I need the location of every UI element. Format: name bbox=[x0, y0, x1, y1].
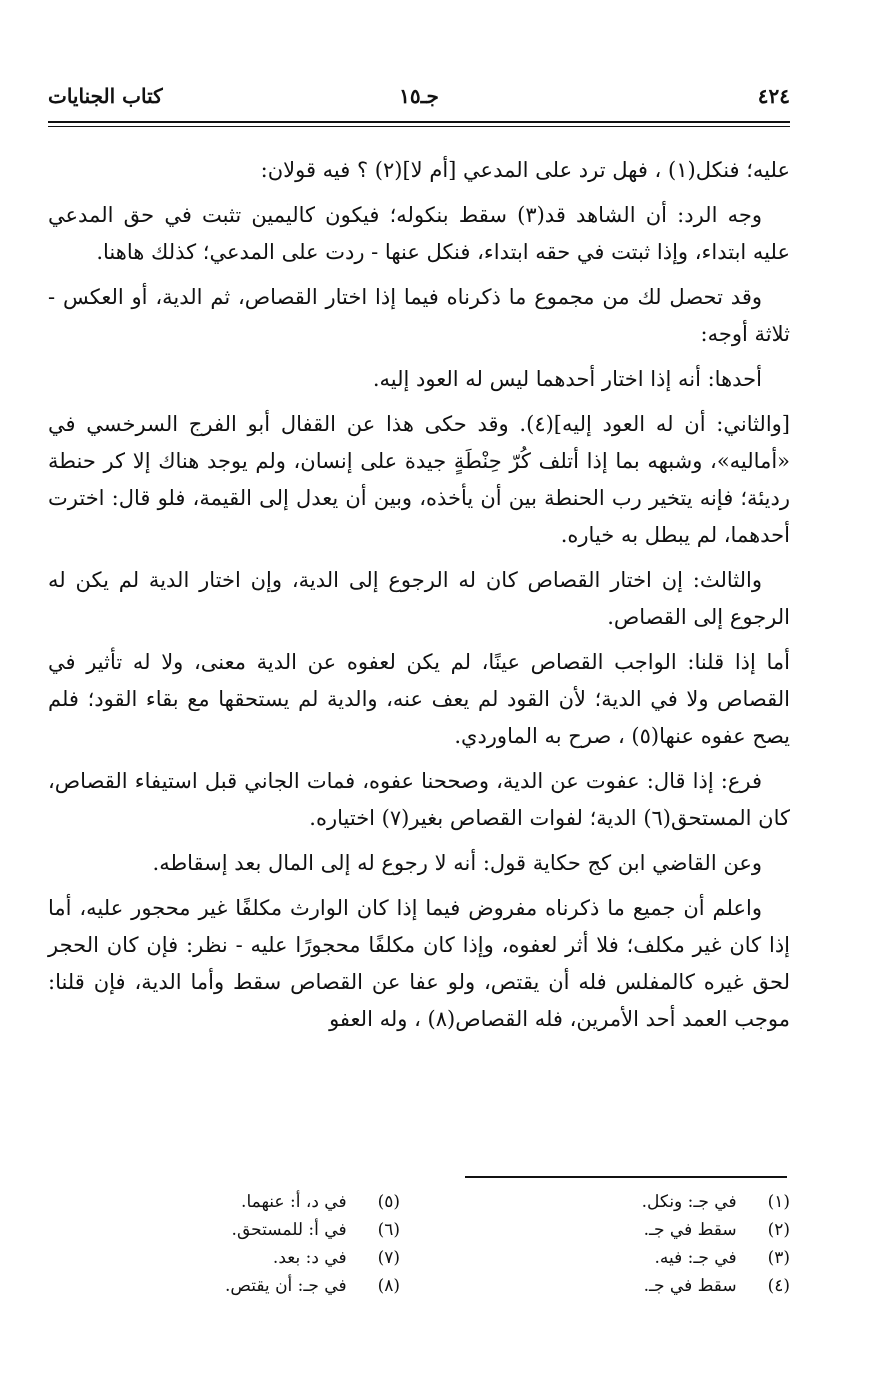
footnote-item bbox=[460, 1216, 790, 1244]
footnote-column-left bbox=[80, 1188, 400, 1300]
footnote-number: (٨) bbox=[377, 1276, 400, 1296]
footnote-item bbox=[80, 1244, 400, 1272]
footnote-text: سقط في جـ. bbox=[643, 1276, 737, 1296]
paragraph: عليه؛ فنكل(١) ، فهل ترد على المدعي [أم لا](٢) ؟ فيه قولان: bbox=[260, 158, 790, 182]
paragraph: واعلم أن جميع ما ذكرناه مفروض فيما إذا كان الوارث مكلفًا غير محجور عليه، أما إذا كان غير مكلف؛ فلا أثر لعفوه، وإذا كان مكلفًا محجورًا عليه - نظر: فإن كان الحجر لحق غيره كالمفلس فله أن يقتص، ولو عفا عن القصاص سقط وأما الدية، فإن قلنا: موجب العمد أحد الأمرين، فله القصاص(٨) ، وله العفو bbox=[48, 896, 790, 1031]
footnote-item bbox=[80, 1216, 400, 1244]
footnote-number: (٢) bbox=[767, 1220, 790, 1240]
footnote-item bbox=[460, 1188, 790, 1216]
footnote-item bbox=[460, 1272, 790, 1300]
paragraph: فرع: إذا قال: عفوت عن الدية، وصححنا عفوه، فمات الجاني قبل استيفاء القصاص، كان المستحق(٦) الدية؛ لفوات القصاص بغير(٧) اختياره. bbox=[48, 769, 790, 830]
footnote-text: سقط في جـ. bbox=[643, 1220, 737, 1240]
footnote-text: في جـ: ونكل. bbox=[641, 1192, 737, 1212]
footnote-number: (٦) bbox=[377, 1220, 400, 1240]
footnote-separator bbox=[465, 1176, 787, 1178]
footnote-number: (٤) bbox=[767, 1276, 790, 1296]
book-title: كتاب الجنايات bbox=[48, 84, 163, 108]
footnote-number: (٧) bbox=[377, 1248, 400, 1268]
paragraph: وقد تحصل لك من مجموع ما ذكرناه فيما إذا اختار القصاص، ثم الدية، أو العكس - ثلاثة أوجه: bbox=[48, 285, 790, 346]
footnote-column-right bbox=[460, 1188, 790, 1300]
footnote-text: في د: بعد. bbox=[272, 1248, 347, 1268]
paragraph: أما إذا قلنا: الواجب القصاص عينًا، لم يكن لعفوه عن الدية معنى، ولا له تأثير في القصاص ولا في الدية؛ لأن القود لم يعف عنه، والدية لم يستحقها مع بقاء القود؛ فلم يصح عفوه عنها(٥) ، صرح به الماوردي. bbox=[48, 650, 790, 748]
footnote-text: في د، أ: عنهما. bbox=[241, 1192, 347, 1212]
footnote-number: (٣) bbox=[767, 1248, 790, 1268]
footnote-number: (٥) bbox=[377, 1192, 400, 1212]
running-header bbox=[48, 84, 790, 118]
footnote-number: (١) bbox=[767, 1192, 790, 1212]
paragraph: أحدها: أنه إذا اختار أحدهما ليس له العود إليه. bbox=[372, 367, 762, 391]
paragraph: [والثاني: أن له العود إليه](٤). وقد حكى هذا عن القفال أبو الفرج السرخسي في «أماليه»، وشبهه بما إذا أتلف كُرّ حِنْطَةٍ جيدة على إنسان، ولم يوجد هناك إلا كر حنطة رديئة؛ فإنه يتخير رب الحنطة بين أن يأخذه، وبين أن يعدل إلى القيمة، فلو قال: اخترت أحدهما، لم يبطل به خياره. bbox=[48, 412, 791, 547]
volume-label: جـ١٥ bbox=[399, 84, 439, 108]
page-number: ٤٢٤ bbox=[757, 84, 790, 108]
header-rule-thin bbox=[48, 126, 790, 127]
footnote-item bbox=[460, 1244, 790, 1272]
footnote-text: في جـ: فيه. bbox=[654, 1248, 737, 1268]
paragraph: وعن القاضي ابن كج حكاية قول: أنه لا رجوع له إلى المال بعد إسقاطه. bbox=[152, 851, 762, 875]
footnote-text: في أ: للمستحق. bbox=[231, 1220, 347, 1240]
footnote-item bbox=[80, 1188, 400, 1216]
footnote-text: في جـ: أن يقتص. bbox=[224, 1276, 347, 1296]
footnote-item bbox=[80, 1272, 400, 1300]
header-rule-thick bbox=[48, 121, 790, 123]
paragraph: وجه الرد: أن الشاهد قد(٣) سقط بنكوله؛ فيكون كاليمين تثبت في حق المدعي عليه ابتداء، وإذا ثبتت في حقه ابتداء، فنكل عنها - ردت على المدعي؛ كذلك هاهنا. bbox=[48, 203, 790, 264]
main-text bbox=[48, 152, 790, 1046]
paragraph: والثالث: إن اختار القصاص كان له الرجوع إلى الدية، وإن اختار الدية لم يكن له الرجوع إلى القصاص. bbox=[48, 568, 790, 629]
